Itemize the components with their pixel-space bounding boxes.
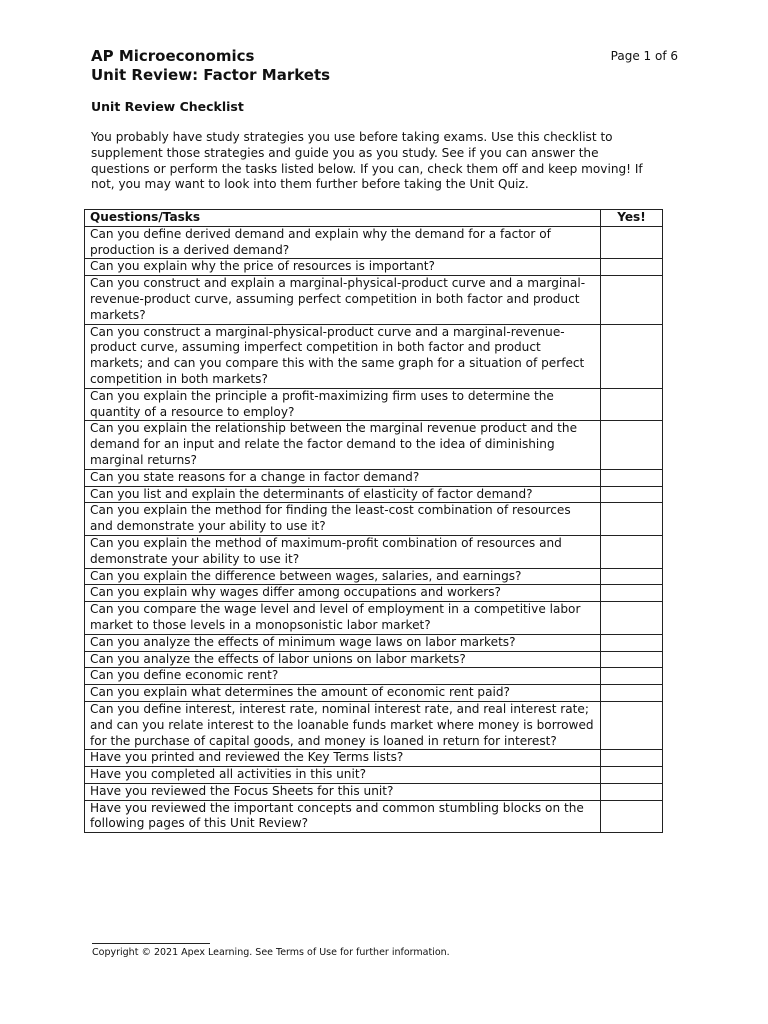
yes-checkbox-cell[interactable]: [601, 668, 663, 685]
question-cell: Have you reviewed the Focus Sheets for this unit?: [85, 783, 601, 800]
table-row: [85, 324, 663, 388]
question-cell: Can you define derived demand and explain why the demand for a factor of production is a derived demand?: [85, 226, 601, 259]
checklist-table: [84, 209, 663, 833]
table-row: [85, 767, 663, 784]
question-cell: Can you explain what determines the amount of economic rent paid?: [85, 685, 601, 702]
course-title: AP Microeconomics: [91, 47, 255, 65]
table-row: [85, 701, 663, 749]
table-row: [85, 602, 663, 635]
table-row: [85, 226, 663, 259]
checklist-body: [85, 226, 663, 832]
question-cell: Can you construct a marginal-physical-product curve and a marginal-revenue-product curve, assuming imperfect competition in both factor and product markets; and can you compare this with the same graph for a situation of perfect competition in both markets?: [85, 324, 601, 388]
question-cell: Can you explain why the price of resources is important?: [85, 259, 601, 276]
question-cell: Can you explain the relationship between the marginal revenue product and the demand for an input and relate the factor demand to the idea of diminishing marginal returns?: [85, 421, 601, 469]
question-cell: Can you explain the method for finding the least-cost combination of resources and demonstrate your ability to use it?: [85, 503, 601, 536]
table-row: [85, 388, 663, 421]
question-cell: Can you analyze the effects of minimum wage laws on labor markets?: [85, 634, 601, 651]
question-cell: Can you construct and explain a marginal-physical-product curve and a marginal-revenue-product curve, assuming perfect competition in both factor and product markets?: [85, 276, 601, 324]
question-cell: Have you completed all activities in this unit?: [85, 767, 601, 784]
question-cell: Have you reviewed the important concepts and common stumbling blocks on the following pages of this Unit Review?: [85, 800, 601, 833]
yes-checkbox-cell[interactable]: [601, 503, 663, 536]
yes-checkbox-cell[interactable]: [601, 685, 663, 702]
column-header-questions: Questions/Tasks: [85, 210, 601, 227]
yes-checkbox-cell[interactable]: [601, 800, 663, 833]
question-cell: Can you analyze the effects of labor unions on labor markets?: [85, 651, 601, 668]
yes-checkbox-cell[interactable]: [601, 469, 663, 486]
yes-checkbox-cell[interactable]: [601, 568, 663, 585]
column-header-yes: Yes!: [601, 210, 663, 227]
question-cell: Can you list and explain the determinants of elasticity of factor demand?: [85, 486, 601, 503]
table-row: [85, 535, 663, 568]
yes-checkbox-cell[interactable]: [601, 585, 663, 602]
yes-checkbox-cell[interactable]: [601, 324, 663, 388]
question-cell: Can you define interest, interest rate, nominal interest rate, and real interest rate; and can you relate interest to the loanable funds market where money is borrowed for the purchase of capital goods, and money is loaned in return for interest?: [85, 701, 601, 749]
question-cell: Can you compare the wage level and level of employment in a competitive labor market to those levels in a monopsonistic labor market?: [85, 602, 601, 635]
table-row: [85, 259, 663, 276]
yes-checkbox-cell[interactable]: [601, 388, 663, 421]
yes-checkbox-cell[interactable]: [601, 421, 663, 469]
table-row: [85, 421, 663, 469]
table-row: [85, 651, 663, 668]
table-row: [85, 585, 663, 602]
yes-checkbox-cell[interactable]: [601, 259, 663, 276]
yes-checkbox-cell[interactable]: [601, 634, 663, 651]
table-row: [85, 685, 663, 702]
yes-checkbox-cell[interactable]: [601, 750, 663, 767]
table-row: [85, 668, 663, 685]
intro-paragraph: You probably have study strategies you use before taking exams. Use this checklist to supplement those strategies and guide you as you study. See if you can answer the questions or perform the tasks listed below. If you can, check them off and keep moving! If not, you may want to look into them further before taking the Unit Quiz.: [91, 130, 643, 192]
document-header: [91, 47, 678, 85]
question-cell: Can you define economic rent?: [85, 668, 601, 685]
table-row: [85, 634, 663, 651]
yes-checkbox-cell[interactable]: [601, 783, 663, 800]
table-row: [85, 486, 663, 503]
question-cell: Have you printed and reviewed the Key Terms lists?: [85, 750, 601, 767]
footer-divider: [92, 943, 210, 944]
question-cell: Can you explain the method of maximum-profit combination of resources and demonstrate your ability to use it?: [85, 535, 601, 568]
copyright-footer: Copyright © 2021 Apex Learning. See Terms of Use for further information.: [92, 947, 450, 958]
unit-title: Unit Review: Factor Markets: [91, 66, 331, 84]
question-cell: Can you explain the principle a profit-maximizing firm uses to determine the quantity of a resource to employ?: [85, 388, 601, 421]
question-cell: Can you state reasons for a change in factor demand?: [85, 469, 601, 486]
table-row: [85, 568, 663, 585]
yes-checkbox-cell[interactable]: [601, 651, 663, 668]
yes-checkbox-cell[interactable]: [601, 276, 663, 324]
table-row: [85, 800, 663, 833]
yes-checkbox-cell[interactable]: [601, 767, 663, 784]
table-row: [85, 276, 663, 324]
yes-checkbox-cell[interactable]: [601, 535, 663, 568]
question-cell: Can you explain the difference between wages, salaries, and earnings?: [85, 568, 601, 585]
table-header-row: [85, 210, 663, 227]
yes-checkbox-cell[interactable]: [601, 701, 663, 749]
table-row: [85, 750, 663, 767]
yes-checkbox-cell[interactable]: [601, 602, 663, 635]
table-row: [85, 783, 663, 800]
page-number: Page 1 of 6: [610, 49, 678, 63]
yes-checkbox-cell[interactable]: [601, 226, 663, 259]
table-row: [85, 469, 663, 486]
section-title: Unit Review Checklist: [91, 99, 244, 114]
yes-checkbox-cell[interactable]: [601, 486, 663, 503]
question-cell: Can you explain why wages differ among occupations and workers?: [85, 585, 601, 602]
table-row: [85, 503, 663, 536]
